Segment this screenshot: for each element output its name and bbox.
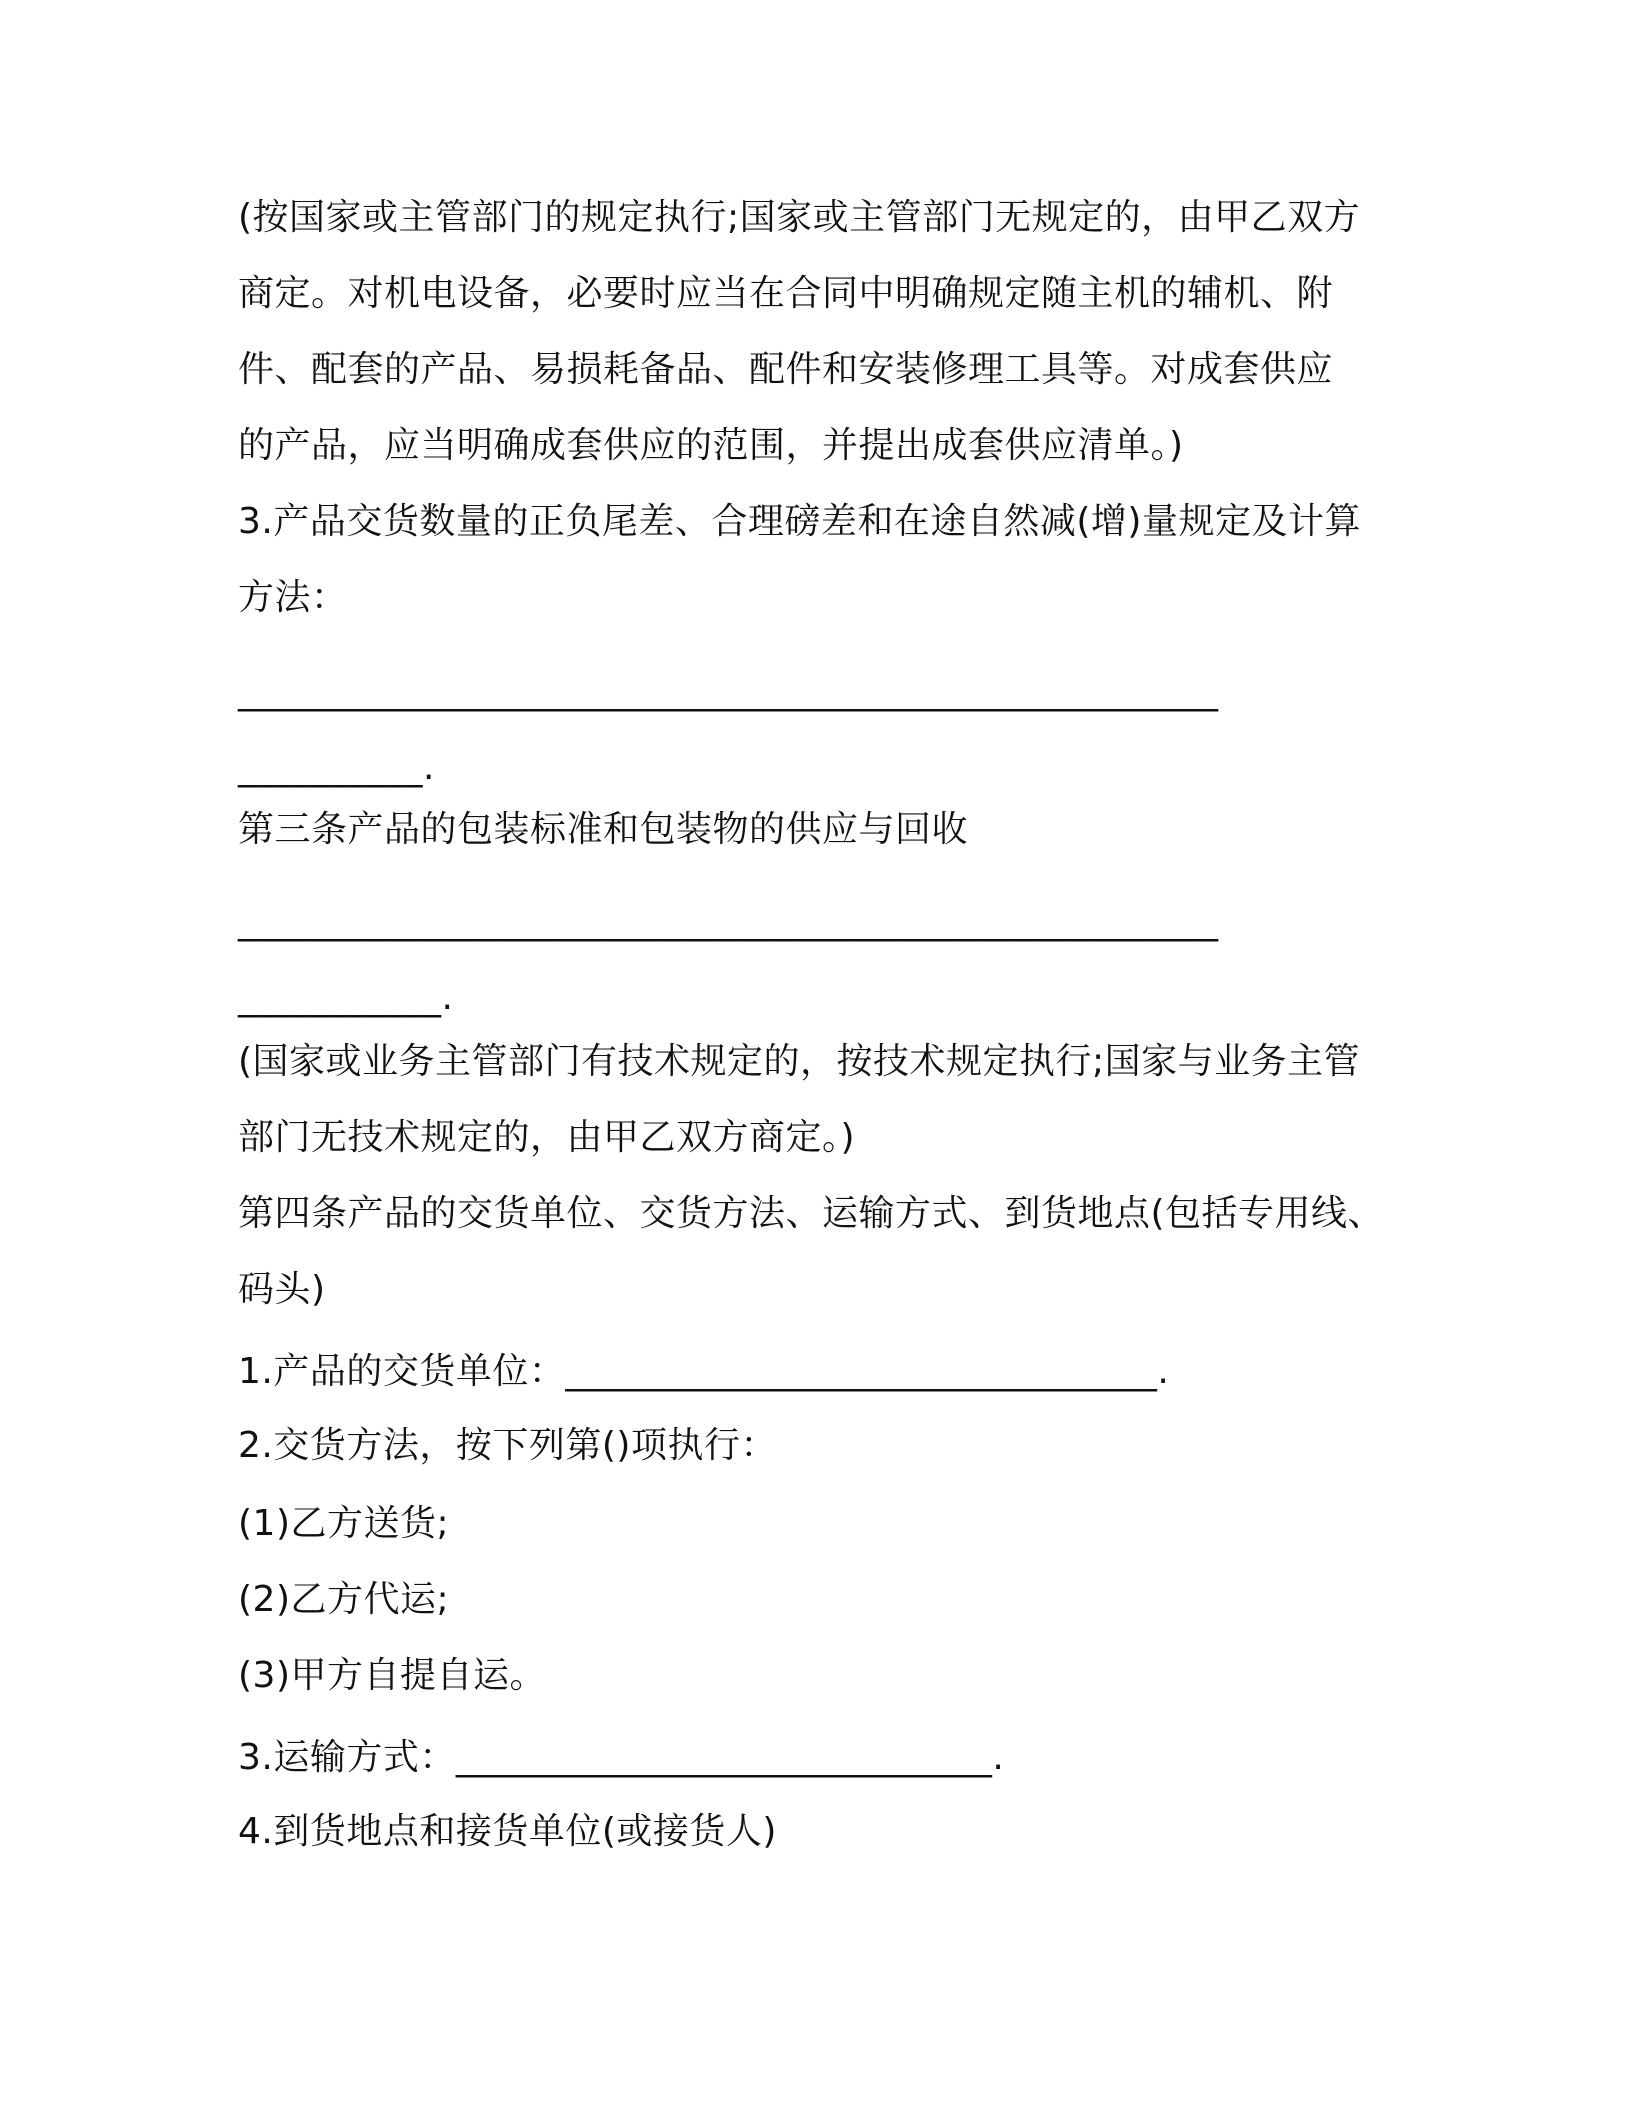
option-item: (2)乙方代运;	[238, 1579, 450, 1620]
blank-fill-line: ___________.	[238, 977, 454, 1018]
fill-in-field: 1.产品的交货单位：________________________________.	[238, 1351, 1170, 1392]
option-item: (1)乙方送货;	[238, 1503, 450, 1544]
fill-in-field: 3.运输方式：_____________________________.	[238, 1737, 1005, 1778]
text-line: 的产品，应当明确成套供应的范围，并提出成套供应清单。)	[238, 425, 1184, 466]
text-line: 商定。对机电设备，必要时应当在合同中明确规定随主机的辅机、附	[238, 273, 1334, 314]
text-line: 件、配套的产品、易损耗备品、配件和安装修理工具等。对成套供应	[238, 349, 1334, 390]
text-line: 方法：	[238, 577, 348, 618]
text-line: 部门无技术规定的，由甲乙双方商定。)	[238, 1117, 856, 1158]
text-line: 3.产品交货数量的正负尾差、合理磅差和在途自然减(增)量规定及计算	[238, 501, 1361, 542]
blank-fill-line: __________.	[238, 747, 435, 788]
section-heading: 第四条产品的交货单位、交货方法、运输方式、到货地点(包括专用线、	[238, 1193, 1385, 1234]
blank-fill-line: _____________________________________________________	[238, 901, 1219, 942]
section-heading: 第三条产品的包装标准和包装物的供应与回收	[238, 809, 969, 850]
text-line: (按国家或主管部门的规定执行;国家或主管部门无规定的，由甲乙双方	[238, 197, 1361, 238]
text-line: 4.到货地点和接货单位(或接货人)	[238, 1811, 777, 1852]
text-line: (国家或业务主管部门有技术规定的，按技术规定执行;国家与业务主管	[238, 1041, 1361, 1082]
text-line: 码头)	[238, 1269, 326, 1310]
blank-fill-line: _____________________________________________________	[238, 671, 1219, 712]
text-line: 2.交货方法，按下列第()项执行：	[238, 1425, 777, 1466]
option-item: (3)甲方自提自运。	[238, 1655, 546, 1696]
